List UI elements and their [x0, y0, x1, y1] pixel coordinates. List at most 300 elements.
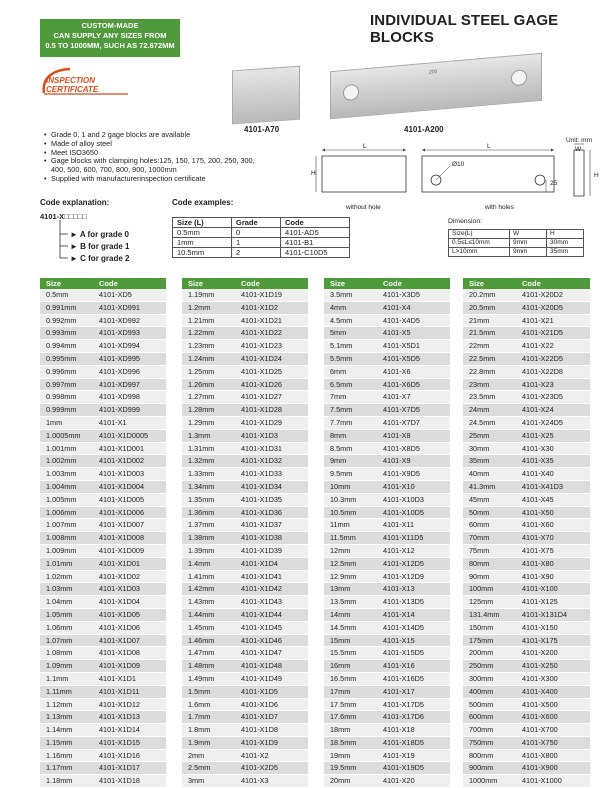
table-row: [463, 583, 590, 596]
code-cell: 4101-X2D5: [241, 763, 278, 773]
header-cell: Grade: [232, 218, 281, 228]
size-cell: 100mm: [469, 584, 494, 594]
table-row: [324, 366, 450, 379]
table-row: [40, 468, 166, 481]
table-row: [182, 379, 308, 392]
grade-line: ► A for grade 0: [70, 230, 129, 239]
code-cell: 4101-X1D36: [241, 507, 282, 517]
code-cell: 4101-X60: [522, 520, 554, 530]
code-cell: 4101-X1D38: [241, 533, 282, 543]
code-cell: 4101-X1D19: [241, 290, 282, 299]
header-cell: H: [547, 230, 584, 239]
size-cell: 1.14mm: [46, 725, 73, 735]
table-row: [463, 443, 590, 456]
code-cell: 4101-X900: [522, 763, 558, 773]
code-cell: 4101-X1D23: [241, 341, 282, 351]
size-cell: 40mm: [469, 469, 490, 479]
dimension-H-label: H: [594, 172, 599, 179]
code-cell: 4101-X1D12: [99, 699, 140, 709]
table-row: [173, 238, 350, 248]
table-row: [40, 686, 166, 699]
size-cell: 0.996mm: [46, 366, 77, 376]
code-cell: 4101-X1D42: [241, 584, 282, 594]
certificate-line: INSPECTION: [46, 76, 95, 85]
code-cell: 4101-X1D7: [241, 712, 278, 722]
size-cell: 250mm: [469, 661, 494, 671]
dimension-table: [448, 229, 584, 257]
size-cell: 800mm: [469, 750, 494, 760]
size-cell: 1.5mm: [188, 686, 211, 696]
code-cell: 4101-X1D34: [241, 481, 282, 491]
table-row: [40, 494, 166, 507]
size-cell: 5.5mm: [330, 353, 353, 363]
code-cell: 4101-X45: [522, 494, 554, 504]
header-cell: Size(L): [449, 230, 510, 239]
size-cell: 1.37mm: [188, 520, 215, 530]
table-row: [182, 558, 308, 571]
size-cell: 10mm: [330, 481, 351, 491]
table-row: [40, 699, 166, 712]
size-cell: 3.5mm: [330, 290, 353, 299]
table-row: [182, 635, 308, 648]
table-row: [182, 647, 308, 660]
table-row: [40, 571, 166, 584]
table-row: [182, 455, 308, 468]
code-examples-table: [172, 217, 350, 258]
table-row: [463, 481, 590, 494]
table-row: [182, 622, 308, 635]
table-row: [182, 545, 308, 558]
size-cell: 80mm: [469, 558, 490, 568]
size-cell: 18.5mm: [330, 737, 357, 747]
table-row: [463, 775, 590, 788]
table-row: [182, 417, 308, 430]
code-cell: 4101-X1D8: [241, 725, 278, 735]
size-cell: 1.43mm: [188, 597, 215, 607]
dimension-W-label: W: [575, 146, 582, 153]
table-row: [324, 340, 450, 353]
code-cell: 4101-X7: [383, 392, 411, 402]
table-row: [40, 519, 166, 532]
code-cell: 4101-X1D43: [241, 597, 282, 607]
size-cell: 1.007mm: [46, 520, 77, 530]
code-cell: 4101-X1D11: [99, 686, 140, 696]
size-cell: 0.5mm: [46, 290, 69, 299]
size-cell: 1.12mm: [46, 699, 73, 709]
size-cell: 16mm: [330, 661, 351, 671]
dimension-H-label: H: [311, 170, 316, 177]
table-row: [173, 228, 350, 238]
gage-block-image-small: [232, 66, 300, 125]
table-row: [182, 507, 308, 520]
code-cell: 4101-X200: [522, 648, 558, 658]
table-row: [449, 248, 584, 257]
size-cell: 21.5mm: [469, 328, 496, 338]
size-cell: 21mm: [469, 315, 490, 325]
code-cell: 4101-X12D5: [383, 558, 424, 568]
table-cell: 0: [232, 228, 281, 238]
code-cell: 4101-X70: [522, 533, 554, 543]
code-cell: 4101-X80: [522, 558, 554, 568]
size-cell: 1.004mm: [46, 481, 77, 491]
code-cell: 4101-X21: [522, 315, 554, 325]
code-cell: 4101-X1D17: [99, 763, 140, 773]
code-cell: 4101-XD999: [99, 405, 140, 415]
drawing-with-holes: [422, 149, 554, 193]
code-cell: 4101-X1D007: [99, 520, 145, 530]
size-cell: 1.21mm: [188, 315, 215, 325]
table-cell: 30mm: [547, 239, 584, 248]
size-cell: 1.25mm: [188, 366, 215, 376]
image-label-left: 4101-A70: [244, 125, 280, 134]
grade-text: C for grade 2: [80, 254, 130, 263]
table-row: [40, 635, 166, 648]
code-cell: 4101-X1D1: [99, 673, 136, 683]
size-cell: 41.3mm: [469, 481, 496, 491]
code-explanation-title: Code explanation:: [40, 198, 110, 207]
table-row: [40, 391, 166, 404]
code-cell: 4101-X18: [383, 725, 415, 735]
size-cell: 1.41mm: [188, 571, 215, 581]
table-row: [324, 353, 450, 366]
caption-with-holes: with holes: [485, 204, 514, 211]
table-row: [324, 583, 450, 596]
table-row: [40, 750, 166, 763]
code-cell: 4101-X18D5: [383, 737, 424, 747]
table-cell: 0.5≤L≤10mm: [449, 239, 510, 248]
size-cell: 9mm: [330, 456, 347, 466]
size-cell: 1.36mm: [188, 507, 215, 517]
drawing-without-hole: [316, 149, 406, 193]
header-cell: Code: [383, 279, 402, 288]
table-row: [40, 404, 166, 417]
size-cell: 6.5mm: [330, 379, 353, 389]
table-row: [463, 699, 590, 712]
table-row: [463, 494, 590, 507]
table-row: [324, 660, 450, 673]
size-cell: 1.34mm: [188, 481, 215, 491]
code-cell: 4101-X1D32: [241, 456, 282, 466]
code-cell: 4101-X800: [522, 750, 558, 760]
table-row: [463, 737, 590, 750]
header-cell: Code: [281, 218, 350, 228]
size-cell: 8mm: [330, 430, 347, 440]
table-body: [463, 289, 590, 788]
code-cell: 4101-X1D005: [99, 494, 145, 504]
size-cell: 19mm: [330, 750, 351, 760]
header-cell: Size: [330, 279, 346, 288]
code-cell: 4101-XD996: [99, 366, 140, 376]
table-row: [40, 724, 166, 737]
size-cell: 10.5mm: [330, 507, 357, 517]
code-cell: 4101-X75: [522, 545, 554, 555]
table-row: [324, 481, 450, 494]
size-cell: 0.998mm: [46, 392, 77, 402]
code-cell: 4101-X10: [383, 481, 415, 491]
size-cell: 700mm: [469, 725, 494, 735]
size-cell: 300mm: [469, 673, 494, 683]
table-row: [463, 507, 590, 520]
table-row: [182, 315, 308, 328]
code-cell: 4101-X1D27: [241, 392, 282, 402]
size-cell: 20.2mm: [469, 290, 496, 299]
unit-label: Unit: mm: [566, 137, 592, 144]
table-header: [463, 278, 590, 289]
size-cell: 1.001mm: [46, 443, 77, 453]
table-cell: 1: [232, 238, 281, 248]
feature-item: • Grade 0, 1 and 2 gage blocks are available: [44, 131, 261, 140]
code-cell: 4101-X1D47: [241, 648, 282, 658]
code-cell: 4101-X23: [522, 379, 554, 389]
table-row: [324, 750, 450, 763]
table-row: [40, 558, 166, 571]
code-cell: 4101-X1D39: [241, 545, 282, 555]
size-cell: 24.5mm: [469, 417, 496, 427]
table-cell: 1mm: [173, 238, 232, 248]
table-row: [182, 775, 308, 788]
size-cell: 1.08mm: [46, 648, 73, 658]
code-cell: 4101-X3D5: [383, 290, 420, 299]
table-row: [324, 545, 450, 558]
table-row: [40, 289, 166, 302]
code-cell: 4101-X3: [241, 776, 269, 786]
table-header: [40, 278, 166, 289]
banner-line: CUSTOM-MADE: [81, 21, 139, 30]
code-cell: 4101-X14: [383, 609, 415, 619]
size-cell: 22mm: [469, 341, 490, 351]
size-cell: 1.009mm: [46, 545, 77, 555]
table-row: [324, 699, 450, 712]
code-cell: 4101-X21D5: [522, 328, 563, 338]
code-cell: 4101-X1D04: [99, 597, 140, 607]
table-row: [40, 340, 166, 353]
table-row: [463, 353, 590, 366]
size-cell: 1.002mm: [46, 456, 77, 466]
code-cell: 4101-X1D45: [241, 622, 282, 632]
size-cell: 1.07mm: [46, 635, 73, 645]
table-row: [463, 622, 590, 635]
table-row: [463, 673, 590, 686]
code-cell: 4101-X1D002: [99, 456, 145, 466]
table-row: [324, 391, 450, 404]
code-cell: 4101-X1D37: [241, 520, 282, 530]
table-row: [40, 673, 166, 686]
size-cell: 1000mm: [469, 776, 498, 786]
table-row: [40, 302, 166, 315]
code-cell: 4101-X20: [383, 776, 415, 786]
size-cell: 0.992mm: [46, 315, 77, 325]
table-row: [40, 609, 166, 622]
code-cell: 4101-XD993: [99, 328, 140, 338]
code-cell: 4101-X1D22: [241, 328, 282, 338]
code-cell: 4101-X1D01: [99, 558, 140, 568]
code-cell: 4101-X15: [383, 635, 415, 645]
header-cell: Code: [241, 279, 260, 288]
table-cell: 4101-C10D5: [281, 248, 350, 258]
table-row: [449, 239, 584, 248]
block-mark: 200: [429, 68, 438, 76]
table-row: [463, 404, 590, 417]
code-cell: 4101-X6: [383, 366, 411, 376]
table-row: [463, 596, 590, 609]
size-cell: 1.05mm: [46, 609, 73, 619]
code-cell: 4101-X7D7: [383, 417, 420, 427]
size-cell: 8.5mm: [330, 443, 353, 453]
code-cell: 4101-X1D49: [241, 673, 282, 683]
code-cell: 4101-X19D5: [383, 763, 424, 773]
size-cell: 1.1mm: [46, 673, 69, 683]
table-row: [182, 391, 308, 404]
table-row: [324, 315, 450, 328]
grade-line: ► B for grade 1: [70, 242, 130, 251]
table-row: [40, 711, 166, 724]
size-cell: 1.29mm: [188, 417, 215, 427]
code-cell: 4101-X1D03: [99, 584, 140, 594]
size-cell: 1.38mm: [188, 533, 215, 543]
size-cell: 1.17mm: [46, 763, 73, 773]
table-row: [324, 686, 450, 699]
code-cell: 4101-X90: [522, 571, 554, 581]
code-cell: 4101-X150: [522, 622, 558, 632]
table-row: [463, 366, 590, 379]
size-cell: 1.18mm: [46, 776, 73, 786]
code-cell: 4101-X1D08: [99, 648, 140, 658]
code-cell: 4101-X1D003: [99, 469, 145, 479]
page-title: INDIVIDUAL STEEL GAGE BLOCKS: [370, 12, 559, 46]
code-cell: 4101-X1D25: [241, 366, 282, 376]
table-row: [40, 430, 166, 443]
table-row: [182, 404, 308, 417]
size-cell: 75mm: [469, 545, 490, 555]
table-body: [40, 289, 166, 788]
code-cell: 4101-X1D21: [241, 315, 282, 325]
size-cell: 900mm: [469, 763, 494, 773]
table-row: [324, 558, 450, 571]
size-cell: 4mm: [330, 302, 347, 312]
size-cell: 90mm: [469, 571, 490, 581]
code-cell: 4101-X1D33: [241, 469, 282, 479]
table-row: [40, 737, 166, 750]
table-row: [324, 673, 450, 686]
code-examples-title: Code examples:: [172, 198, 234, 207]
size-cell: 45mm: [469, 494, 490, 504]
table-row: [40, 762, 166, 775]
size-cell: 1.9mm: [188, 737, 211, 747]
table-row: [324, 532, 450, 545]
table-row: [40, 366, 166, 379]
table-row: [463, 468, 590, 481]
size-cell: 7.5mm: [330, 405, 353, 415]
size-cell: 15.5mm: [330, 648, 357, 658]
table-row: [182, 302, 308, 315]
code-cell: 4101-X15D5: [383, 648, 424, 658]
table-row: [40, 660, 166, 673]
table-row: [40, 327, 166, 340]
table-row: [324, 762, 450, 775]
table-row: [324, 327, 450, 340]
size-code-column: [40, 278, 166, 788]
code-cell: 4101-X1D28: [241, 405, 282, 415]
table-row: [463, 571, 590, 584]
code-cell: 4101-X1: [99, 417, 127, 427]
code-cell: 4101-X1D16: [99, 750, 140, 760]
table-row: [463, 327, 590, 340]
table-row: [40, 417, 166, 430]
code-cell: 4101-X24D5: [522, 417, 563, 427]
table-row: [182, 353, 308, 366]
hole-diameter-label: Ø10: [452, 161, 465, 168]
table-row: [40, 775, 166, 788]
table-row: [324, 443, 450, 456]
size-cell: 1.04mm: [46, 597, 73, 607]
size-cell: 7.7mm: [330, 417, 353, 427]
size-cell: 600mm: [469, 712, 494, 722]
size-cell: 1.19mm: [188, 290, 215, 299]
custom-made-banner: [40, 19, 180, 57]
code-cell: 4101-X300: [522, 673, 558, 683]
table-cell: 2: [232, 248, 281, 258]
code-cell: 4101-X7D5: [383, 405, 420, 415]
banner-line: CAN SUPPLY ANY SIZES FROM: [53, 31, 167, 40]
table-row: [463, 417, 590, 430]
table-row: [182, 686, 308, 699]
code-cell: 4101-X14D5: [383, 622, 424, 632]
table-row: [324, 507, 450, 520]
size-cell: 1.45mm: [188, 622, 215, 632]
table-row: [463, 391, 590, 404]
grade-text: A for grade 0: [79, 230, 129, 239]
table-row: [463, 660, 590, 673]
code-cell: 4101-X50: [522, 507, 554, 517]
size-cell: 1.48mm: [188, 661, 215, 671]
table-row: [463, 635, 590, 648]
table-row: [463, 762, 590, 775]
code-cell: 4101-X175: [522, 635, 558, 645]
code-cell: 4101-X11: [383, 520, 415, 530]
size-cell: 17mm: [330, 686, 351, 696]
size-cell: 1.6mm: [188, 699, 211, 709]
code-cell: 4101-X22D5: [522, 353, 563, 363]
table-row: [324, 494, 450, 507]
table-row: [182, 699, 308, 712]
code-cell: 4101-X20D2: [522, 290, 563, 299]
caption-without-hole: without hole: [346, 204, 381, 211]
code-cell: 4101-X23D5: [522, 392, 563, 402]
table-row: [463, 519, 590, 532]
size-cell: 750mm: [469, 737, 494, 747]
code-cell: 4101-X1D31: [241, 443, 282, 453]
table-cell: 4101-B1: [281, 238, 350, 248]
code-cell: 4101-X1D3: [241, 430, 278, 440]
code-cell: 4101-X131D4: [522, 609, 568, 619]
size-cell: 12mm: [330, 545, 351, 555]
table-row: [324, 302, 450, 315]
size-cell: 1.11mm: [46, 686, 72, 696]
size-cell: 1.49mm: [188, 673, 215, 683]
clamping-hole-icon: [343, 84, 359, 101]
size-cell: 2.5mm: [188, 763, 211, 773]
table-row: [182, 660, 308, 673]
table-cell: 10.5mm: [173, 248, 232, 258]
size-cell: 1.23mm: [188, 341, 215, 351]
feature-item: • Gage blocks with clamping holes:125, 150, 175, 200, 250, 300, 400, 500, 600, 700, 800, 900, 1000mm: [44, 157, 261, 175]
code-cell: 4101-X1D41: [241, 571, 282, 581]
size-cell: 1.44mm: [188, 609, 215, 619]
size-cell: 125mm: [469, 597, 494, 607]
technical-drawing: [310, 140, 600, 212]
table-row: [324, 596, 450, 609]
table-row: [324, 379, 450, 392]
